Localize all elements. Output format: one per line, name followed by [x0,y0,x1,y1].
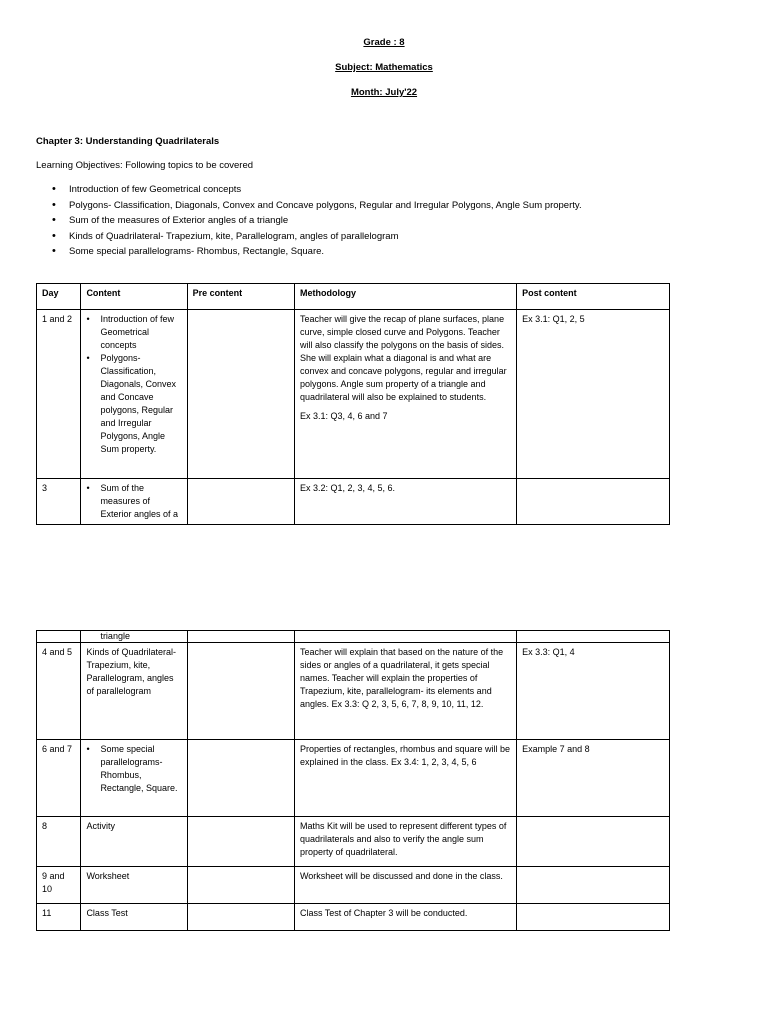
day-cell: 8 [37,817,81,867]
content-cell: Worksheet [81,867,187,904]
pre-content-cell [187,740,294,817]
pre-content-cell [187,817,294,867]
chapter-title: Chapter 3: Understanding Quadrilaterals [36,136,220,147]
content-cell [81,740,187,817]
month-heading: Month: July'22 [350,87,418,98]
table-row [37,643,670,740]
content-bullet: • Polygons- Classification, Diagonals, Convex and Concave polygons, Regular and Irregular Polygons, Angle Sum property. [86,352,181,456]
objectives-label: Learning Objectives: Following topics to be covered [36,160,254,171]
topic-item: • Polygons- Classification, Diagonals, Convex and Concave polygons, Regular and Irregular Polygons, Angle Sum property. [36,198,716,214]
methodology-cell: Teacher will explain that based on the nature of the sides or angles of a quadrilateral, it gets special names. Teacher will explain the properties of Trapezium, kite, parallelogram- its elements and angles. Ex 3.3: Q 2, 3, 5, 6, 7, 8, 9, 10, 11, 12. [294,643,516,740]
methodology-text: Teacher will give the recap of plane surfaces, plane curve, simple closed curve and Polygons. Teacher will also classify the polygons on the basis of sides. She will explain what a diagonal is and what are convex and concave polygons, regular and irregular polygons. Angle sum property of a triangle and quadrilateral will also be explained to students. [299,314,507,402]
table-row [37,479,670,525]
column-header-pre-content: Pre content [187,284,294,310]
methodology-cell: Maths Kit will be used to represent different types of quadrilaterals and also to verify the angle sum property of quadrilateral. [294,817,516,867]
pre-content-cell [187,643,294,740]
content-bullet: • Introduction of few Geometrical concepts [86,313,181,352]
pre-content-cell [187,904,294,931]
pre-content-cell [187,631,294,643]
column-header-post-content: Post content [517,284,670,310]
methodology-cell: Ex 3.2: Q1, 2, 3, 4, 5, 6. [294,479,516,525]
content-cell [81,310,187,479]
content-cell: triangle [81,631,187,643]
pre-content-cell [187,310,294,479]
subject-heading: Subject: Mathematics [335,62,433,73]
column-header-content: Content [81,284,187,310]
content-cell [81,479,187,525]
post-content-cell [517,867,670,904]
table-row [37,740,670,817]
content-cell: Kinds of Quadrilateral- Trapezium, kite, Parallelogram, angles of parallelogram [81,643,187,740]
table-row [37,904,670,931]
table-row [37,631,670,643]
methodology-cell [294,631,516,643]
post-content-cell [517,817,670,867]
methodology-cell: Class Test of Chapter 3 will be conducted. [294,904,516,931]
content-cell: Class Test [81,904,187,931]
column-header-methodology: Methodology [294,284,516,310]
topic-item: • Introduction of few Geometrical concepts [36,182,716,198]
day-cell: 9 and 10 [37,867,81,904]
post-content-cell [517,479,670,525]
topic-item: • Kinds of Quadrilateral- Trapezium, kite, Parallelogram, angles of parallelogram [36,229,716,245]
pre-content-cell [187,479,294,525]
post-content-cell: Ex 3.3: Q1, 4 [517,643,670,740]
post-content-cell: Example 7 and 8 [517,740,670,817]
day-cell: 6 and 7 [37,740,81,817]
post-content-cell [517,631,670,643]
methodology-cell: Worksheet will be discussed and done in the class. [294,867,516,904]
table-row [37,867,670,904]
grade-heading: Grade : 8 [363,37,405,48]
methodology-cell [294,310,516,479]
topic-item: • Some special parallelograms- Rhombus, Rectangle, Square. [36,244,716,260]
topic-item: • Sum of the measures of Exterior angles of a triangle [36,213,716,229]
day-cell: 4 and 5 [37,643,81,740]
column-header-day: Day [37,284,81,310]
pre-content-cell [187,867,294,904]
day-cell: 1 and 2 [37,310,81,479]
topics-list [36,182,716,260]
content-bullet: • Sum of the measures of Exterior angles of a [86,482,181,521]
day-cell [37,631,81,643]
table-row [37,310,670,479]
post-content-cell: Ex 3.1: Q1, 2, 5 [517,310,670,479]
methodology-exercise: Ex 3.1: Q3, 4, 6 and 7 [299,411,388,421]
methodology-cell: Properties of rectangles, rhombus and square will be explained in the class. Ex 3.4: 1, 2, 3, 4, 5, 6 [294,740,516,817]
table-header-row [37,284,670,310]
content-cell: Activity [81,817,187,867]
table-row [37,817,670,867]
day-cell: 3 [37,479,81,525]
post-content-cell [517,904,670,931]
content-bullet: • Some special parallelograms- Rhombus, Rectangle, Square. [86,743,181,795]
lesson-plan-table-part1 [36,283,670,525]
day-cell: 11 [37,904,81,931]
lesson-plan-table-part2 [36,630,670,931]
